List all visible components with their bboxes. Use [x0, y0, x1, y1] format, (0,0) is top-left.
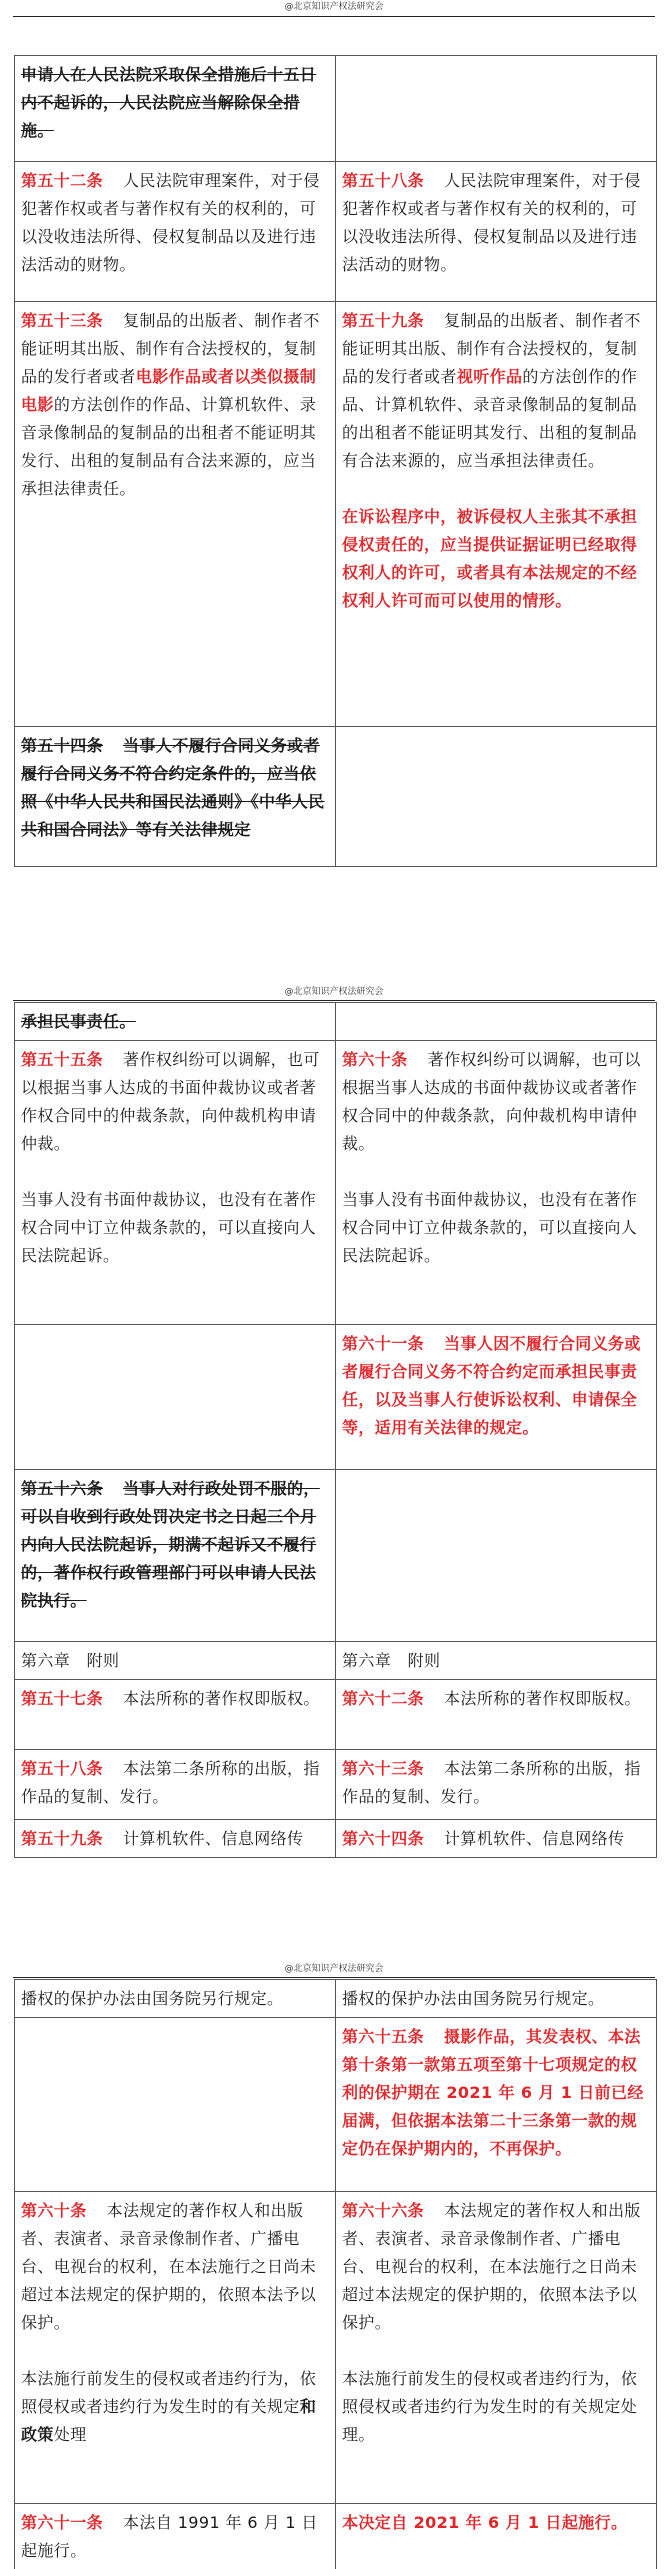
table-row [15, 1041, 657, 1325]
new-law-cell [336, 56, 657, 162]
new-law-cell [336, 1680, 657, 1750]
page-top-rule [13, 16, 655, 17]
new-law-cell [336, 727, 657, 867]
table-row [15, 1470, 657, 1642]
article-paragraph: 本法施行前发生的侵权或者违约行为，依照侵权或者违约行为发生时的有关规定处理。 [342, 2369, 638, 2444]
chapter-heading: 第六章 附则 [21, 1651, 120, 1670]
new-law-cell [336, 302, 657, 727]
old-law-cell [15, 56, 336, 162]
article-text: 本法规定的著作权人和出版者、表演者、录音录像制作者、广播电台、电视台的权利，在本法施行之日尚未超过本法规定的保护期的，依照本法予以保护。 [342, 2201, 641, 2332]
new-law-cell [336, 1003, 657, 1041]
article-number: 第五十五条 [21, 1050, 104, 1069]
page-3 [0, 1962, 668, 1976]
article-number: 第五十四条 [21, 736, 104, 755]
deleted-text: 承担民事责任。 [21, 1012, 136, 1031]
added-paragraph: 在诉讼程序中，被诉侵权人主张其不承担侵权责任的，应当提供证据证明已经取得权利人的许可，或者具有本法规定的不经权利人许可而可以使用的情形。 [342, 507, 638, 610]
article-number: 第六十条 [342, 1050, 408, 1069]
comparison-table-page-3 [14, 1979, 657, 2569]
page-watermark: @北京知识产权法研究会 [284, 1964, 384, 1974]
new-law-cell [336, 162, 657, 302]
article-text: 播权的保护办法由国务院另行规定。 [342, 1989, 605, 2008]
article-text: 人民法院审理案件，对于侵犯著作权或者与著作权有关的权利的，可以没收违法所得、侵权复制品以及进行违法活动的财物。 [342, 171, 641, 274]
article-text: 本法所称的著作权即版权。 [444, 1689, 641, 1708]
old-law-cell [15, 1980, 336, 2018]
changed-text: 和政策 [21, 2397, 317, 2444]
article-text: 复制品的出版者、制作者不能证明其出版、制作有合法授权的，复制品的发行者或者 [342, 311, 641, 386]
new-law-cell [336, 2192, 657, 2504]
article-text: 著作权纠纷可以调解，也可以根据当事人达成的书面仲裁协议或者著作权合同中的仲裁条款，向仲裁机构申请仲裁。 [342, 1050, 641, 1153]
article-paragraph [21, 2365, 329, 2449]
comparison-table-page-1 [14, 55, 657, 867]
table-row [15, 1680, 657, 1750]
old-law-cell [15, 727, 336, 867]
table-row [15, 1003, 657, 1041]
table-row [15, 727, 657, 867]
article-text: 复制品的出版者、制作者不能证明其出版、制作有合法授权的，复制品的发行者或者 [21, 311, 320, 386]
article-text: 播权的保护办法由国务院另行规定。 [21, 1989, 284, 2008]
article-number: 第六十一条 [342, 1334, 425, 1353]
deleted-text: 当事人不履行合同义务或者履行合同义务不符合约定条件的，应当依照《中华人民共和国民法通则》《中华人民共和国合同法》等有关法律规定 [21, 736, 325, 839]
article-text: 本法自 1991 年 6 月 1 日起施行。 [21, 2513, 318, 2560]
old-law-cell [15, 1041, 336, 1325]
article-text: 计算机软件、信息网络传 [444, 1829, 625, 1848]
article-number: 第六十二条 [342, 1689, 425, 1708]
table-row [15, 2018, 657, 2192]
chapter-heading: 第六章 附则 [342, 1651, 441, 1670]
article-text: 本法施行前发生的侵权或者违约行为，依照侵权或者违约行为发生时的有关规定 [21, 2369, 317, 2416]
table-row [15, 2192, 657, 2504]
old-law-cell [15, 2018, 336, 2192]
article-paragraph: 当事人没有书面仲裁协议，也没有在著作权合同中订立仲裁条款的，可以直接向人民法院起诉。 [342, 1190, 638, 1265]
article-number: 第五十八条 [21, 1759, 104, 1778]
table-row [15, 56, 657, 162]
article-text: 本法第二条所称的出版，指作品的复制、发行。 [21, 1759, 320, 1806]
changed-text: 视听作品 [456, 367, 523, 386]
article-text: 人民法院审理案件，对于侵犯著作权或者与著作权有关的权利的，可以没收违法所得、侵权复制品以及进行违法活动的财物。 [21, 171, 320, 274]
new-law-cell [336, 1642, 657, 1680]
article-text: 著作权纠纷可以调解，也可以根据当事人达成的书面仲裁协议或者著作权合同中的仲裁条款，向仲裁机构申请仲裁。 [21, 1050, 320, 1153]
article-number: 第五十二条 [21, 171, 104, 190]
article-text: 的方法创作的作品、计算机软件、录音录像制品的复制品的出租者不能证明其发行、出租的复制品有合法来源的，应当承担法律责任。 [342, 367, 638, 470]
page-1 [0, 0, 668, 14]
table-row [15, 1980, 657, 2018]
new-law-cell [336, 1041, 657, 1325]
table-row [15, 2504, 657, 2569]
table-row [15, 302, 657, 727]
old-law-cell [15, 1642, 336, 1680]
article-number: 第五十九条 [21, 1829, 104, 1848]
deleted-text: 申请人在人民法院采取保全措施后十五日内不起诉的，人民法院应当解除保全措施。 [21, 65, 317, 140]
article-text: 处理 [53, 2425, 87, 2444]
old-law-cell [15, 2192, 336, 2504]
page-top-rule [13, 1000, 655, 1001]
article-text: 本法规定的著作权人和出版者、表演者、录音录像制作者、广播电台、电视台的权利，在本法施行之日尚未超过本法规定的保护期的，依照本法予以保护。 [21, 2201, 317, 2332]
new-law-cell [336, 1325, 657, 1470]
old-law-cell [15, 2504, 336, 2569]
article-number: 第五十三条 [21, 311, 104, 330]
added-text: 摄影作品，其发表权、本法第十条第一款第五项至第十七项规定的权利的保护期在 2021 年 6 月 1 日前已经届满，但依据本法第二十三条第一款的规定仍在保护期内的，不再保护。 [342, 2027, 644, 2158]
article-number: 第六十五条 [342, 2027, 425, 2046]
comparison-table-page-2 [14, 1002, 657, 1858]
old-law-cell [15, 1820, 336, 1858]
new-law-cell [336, 1750, 657, 1820]
old-law-cell [15, 1003, 336, 1041]
article-text: 本法第二条所称的出版，指作品的复制、发行。 [342, 1759, 641, 1806]
new-law-cell [336, 1470, 657, 1642]
article-text: 计算机软件、信息网络传 [123, 1829, 304, 1848]
changed-text: 电影作品或者以类似摄制电影 [21, 367, 317, 414]
table-row [15, 1642, 657, 1680]
old-law-cell [15, 302, 336, 727]
article-text: 本法所称的著作权即版权。 [123, 1689, 320, 1708]
deleted-text: 当事人对行政处罚不服的，可以自收到行政处罚决定书之日起三个月内向人民法院起诉，期满不起诉又不履行的，著作权行政管理部门可以申请人民法院执行。 [21, 1479, 320, 1610]
article-number: 第五十八条 [342, 171, 425, 190]
new-law-cell [336, 2504, 657, 2569]
table-row [15, 1820, 657, 1858]
new-law-cell [336, 1980, 657, 2018]
article-number: 第六十三条 [342, 1759, 425, 1778]
old-law-cell [15, 1750, 336, 1820]
added-text: 本决定自 2021 年 6 月 1 日起施行。 [342, 2513, 628, 2532]
article-number: 第五十七条 [21, 1689, 104, 1708]
old-law-cell [15, 1680, 336, 1750]
article-number: 第五十六条 [21, 1479, 104, 1498]
table-row [15, 162, 657, 302]
article-paragraph: 当事人没有书面仲裁协议，也没有在著作权合同中订立仲裁条款的，可以直接向人民法院起诉。 [21, 1190, 317, 1265]
page-watermark: @北京知识产权法研究会 [284, 2, 384, 12]
article-number: 第六十六条 [342, 2201, 425, 2220]
article-number: 第六十四条 [342, 1829, 425, 1848]
table-row [15, 1325, 657, 1470]
article-text: 的方法创作的作品、计算机软件、录音录像制品的复制品的出租者不能证明其发行、出租的复制品有合法来源的，应当承担法律责任。 [21, 395, 317, 498]
article-number: 第五十九条 [342, 311, 425, 330]
page-watermark: @北京知识产权法研究会 [284, 987, 384, 997]
table-row [15, 1750, 657, 1820]
added-text: 当事人因不履行合同义务或者履行合同义务不符合约定而承担民事责任，以及当事人行使诉讼权利、申请保全等，适用有关法律的规定。 [342, 1334, 641, 1437]
old-law-cell [15, 162, 336, 302]
article-number: 第六十一条 [21, 2513, 104, 2532]
old-law-cell [15, 1470, 336, 1642]
new-law-cell [336, 2018, 657, 2192]
page-2 [0, 985, 668, 999]
article-number: 第六十条 [21, 2201, 87, 2220]
new-law-cell [336, 1820, 657, 1858]
page-top-rule [13, 1977, 655, 1978]
old-law-cell [15, 1325, 336, 1470]
